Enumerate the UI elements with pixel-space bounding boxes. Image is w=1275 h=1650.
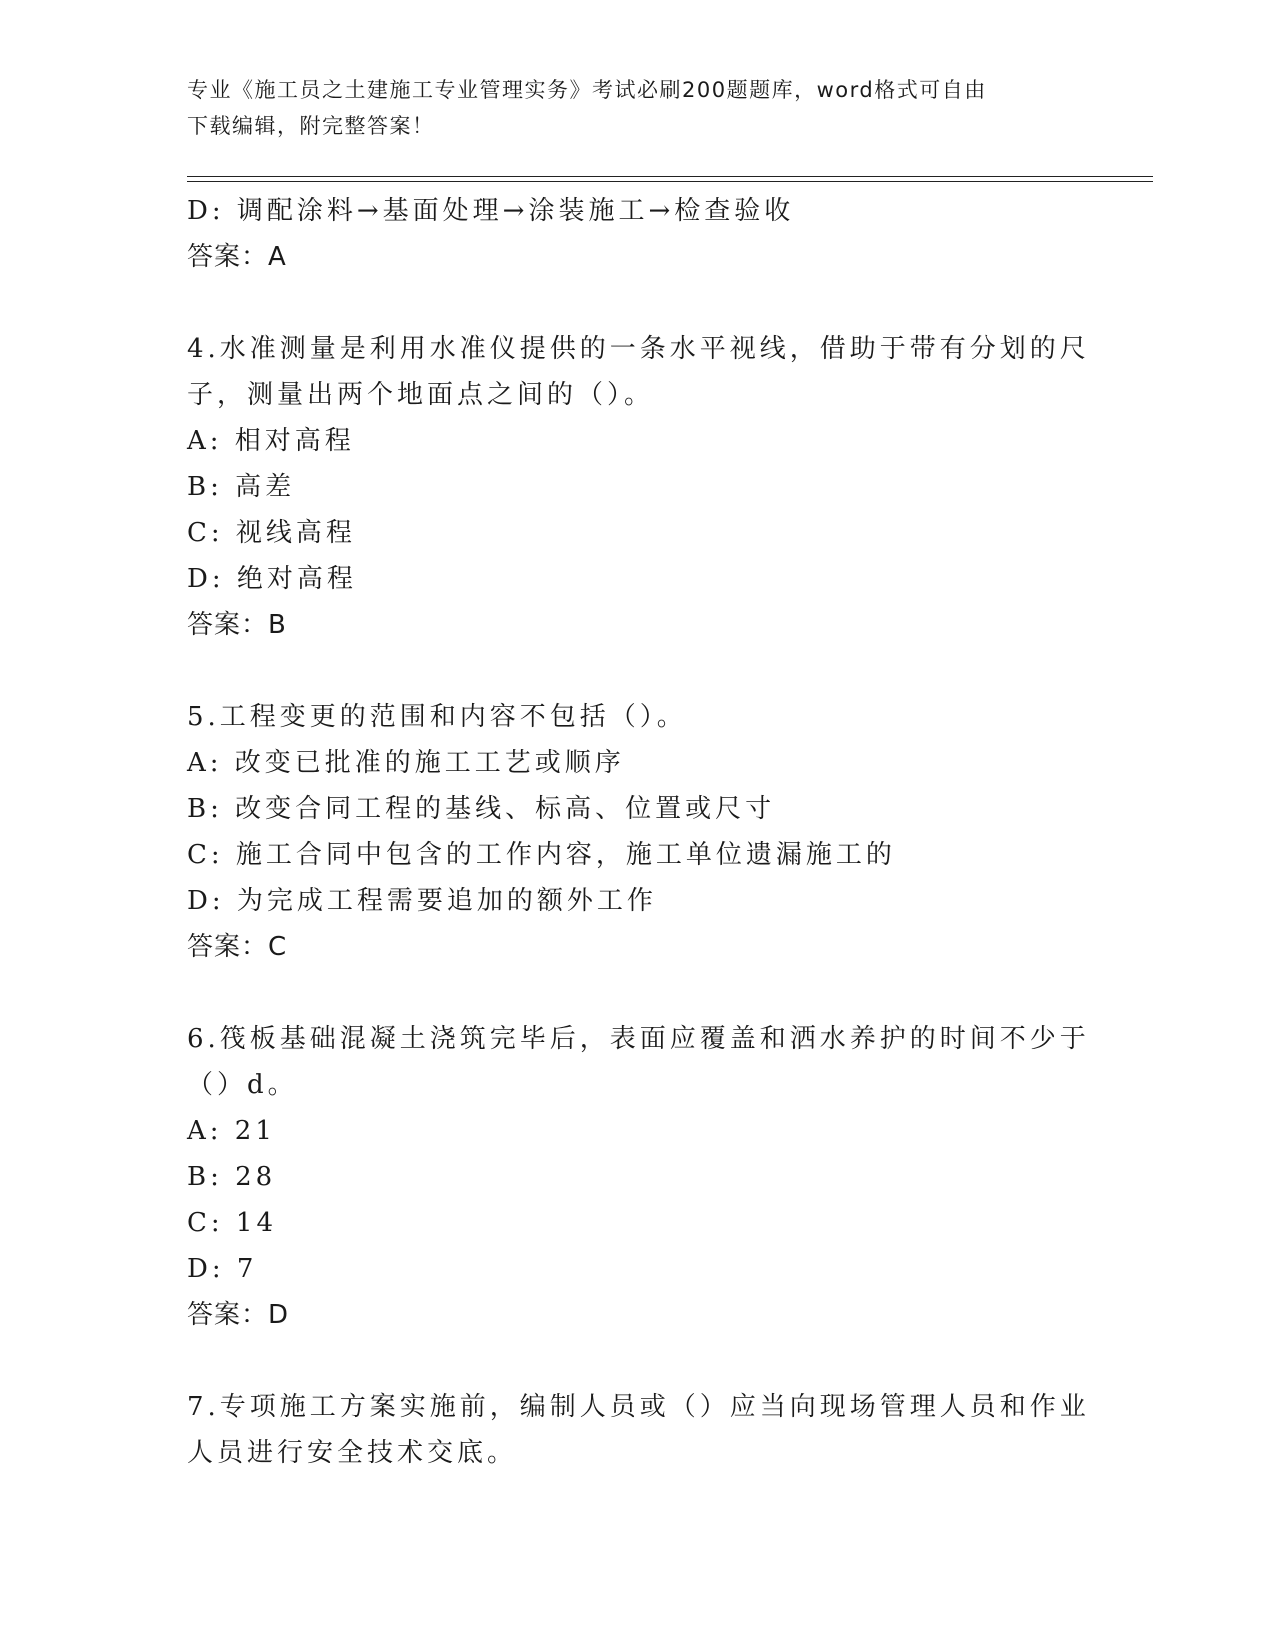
prev-option-d: D: 调配涂料→基面处理→涂装施工→检查验收 [187, 196, 795, 226]
prev-answer: 答案：A [187, 242, 287, 272]
question-4 [187, 326, 1090, 648]
question-4-stem-line-1: 4.水准测量是利用水准仪提供的一条水平视线，借助于带有分划的尺 [187, 334, 1090, 364]
question-4-option-b: B: 高差 [187, 472, 296, 502]
spacer [187, 970, 1087, 1016]
question-7-stem-line-1: 7.专项施工方案实施前，编制人员或（）应当向现场管理人员和作业 [187, 1392, 1090, 1422]
question-4-option-d: D: 绝对高程 [187, 564, 357, 594]
spacer [187, 648, 1087, 694]
question-6 [187, 1016, 1090, 1338]
spacer [187, 1338, 1087, 1384]
question-5-stem: 5.工程变更的范围和内容不包括（）。 [187, 702, 687, 732]
question-7-stem-line-2: 人员进行安全技术交底。 [187, 1438, 518, 1468]
document-header [187, 72, 1087, 144]
question-4-option-c: C: 视线高程 [187, 518, 356, 548]
question-5-option-c: C: 施工合同中包含的工作内容，施工单位遗漏施工的 [187, 840, 896, 870]
question-7 [187, 1384, 1090, 1476]
question-5-answer: 答案：C [187, 932, 288, 962]
header-divider-top [187, 176, 1153, 177]
question-6-option-a: A: 21 [187, 1116, 276, 1146]
question-5-option-a: A: 改变已批准的施工工艺或顺序 [187, 748, 625, 778]
header-divider-bottom [187, 181, 1153, 182]
question-6-answer: 答案：D [187, 1300, 290, 1330]
question-6-option-b: B: 28 [187, 1162, 277, 1192]
question-5-option-b: B: 改变合同工程的基线、标高、位置或尺寸 [187, 794, 776, 824]
question-4-stem-line-2: 子，测量出两个地面点之间的（）。 [187, 380, 655, 410]
question-list [187, 188, 1090, 1476]
question-4-answer: 答案：B [187, 610, 287, 640]
question-6-stem-line-1: 6.筏板基础混凝土浇筑完毕后，表面应覆盖和洒水养护的时间不少于 [187, 1024, 1090, 1054]
question-4-option-a: A: 相对高程 [187, 426, 355, 456]
header-line-1: 专业《施工员之土建施工专业管理实务》考试必刷200题题库，word格式可自由 [187, 78, 987, 102]
header-line-2: 下载编辑，附完整答案！ [187, 114, 435, 138]
question-6-stem-line-2: （）d。 [187, 1070, 298, 1100]
question-5-option-d: D: 为完成工程需要追加的额外工作 [187, 886, 657, 916]
question-5 [187, 694, 1087, 970]
question-6-option-c: C: 14 [187, 1208, 278, 1238]
spacer [187, 280, 1087, 326]
question-6-option-d: D: 7 [187, 1254, 258, 1284]
